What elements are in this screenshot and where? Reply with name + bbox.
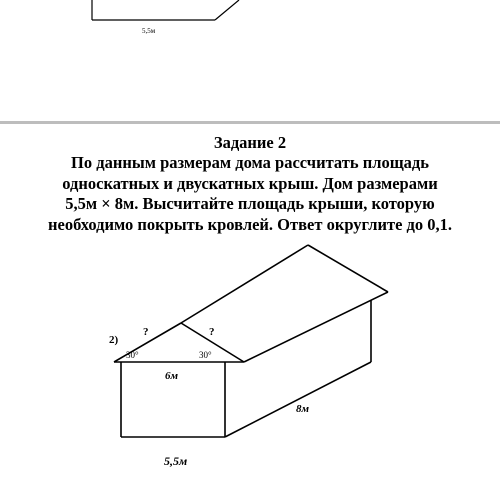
right-slope-question: ? xyxy=(209,326,215,338)
roof-ridge xyxy=(181,245,308,323)
side-bottom-edge xyxy=(225,362,371,437)
length-label: 8м xyxy=(296,403,310,415)
task-line: односкатных и двускатных крыш. Дом размерами xyxy=(62,173,438,193)
back-right-slope xyxy=(308,245,388,292)
base-width-label: 6м xyxy=(165,370,179,382)
task-line: необходимо покрыть кровлей. Ответ округлите до 0,1. xyxy=(48,214,452,234)
front-width-label: 5,5м xyxy=(164,454,188,468)
side-eave xyxy=(244,292,388,362)
task-title: Задание 2 xyxy=(213,133,287,152)
task-line: 5,5м × 8м. Высчитайте площадь крыши, которую xyxy=(65,194,435,213)
previous-dimension-label: 5,5м xyxy=(142,27,156,35)
left-angle-label: 30° xyxy=(126,350,139,360)
left-slope-question: ? xyxy=(143,326,149,338)
right-angle-label: 30° xyxy=(199,350,212,360)
task-line: По данным размерам дома рассчитать площадь xyxy=(71,153,429,172)
figure-number: 2) xyxy=(109,334,119,346)
